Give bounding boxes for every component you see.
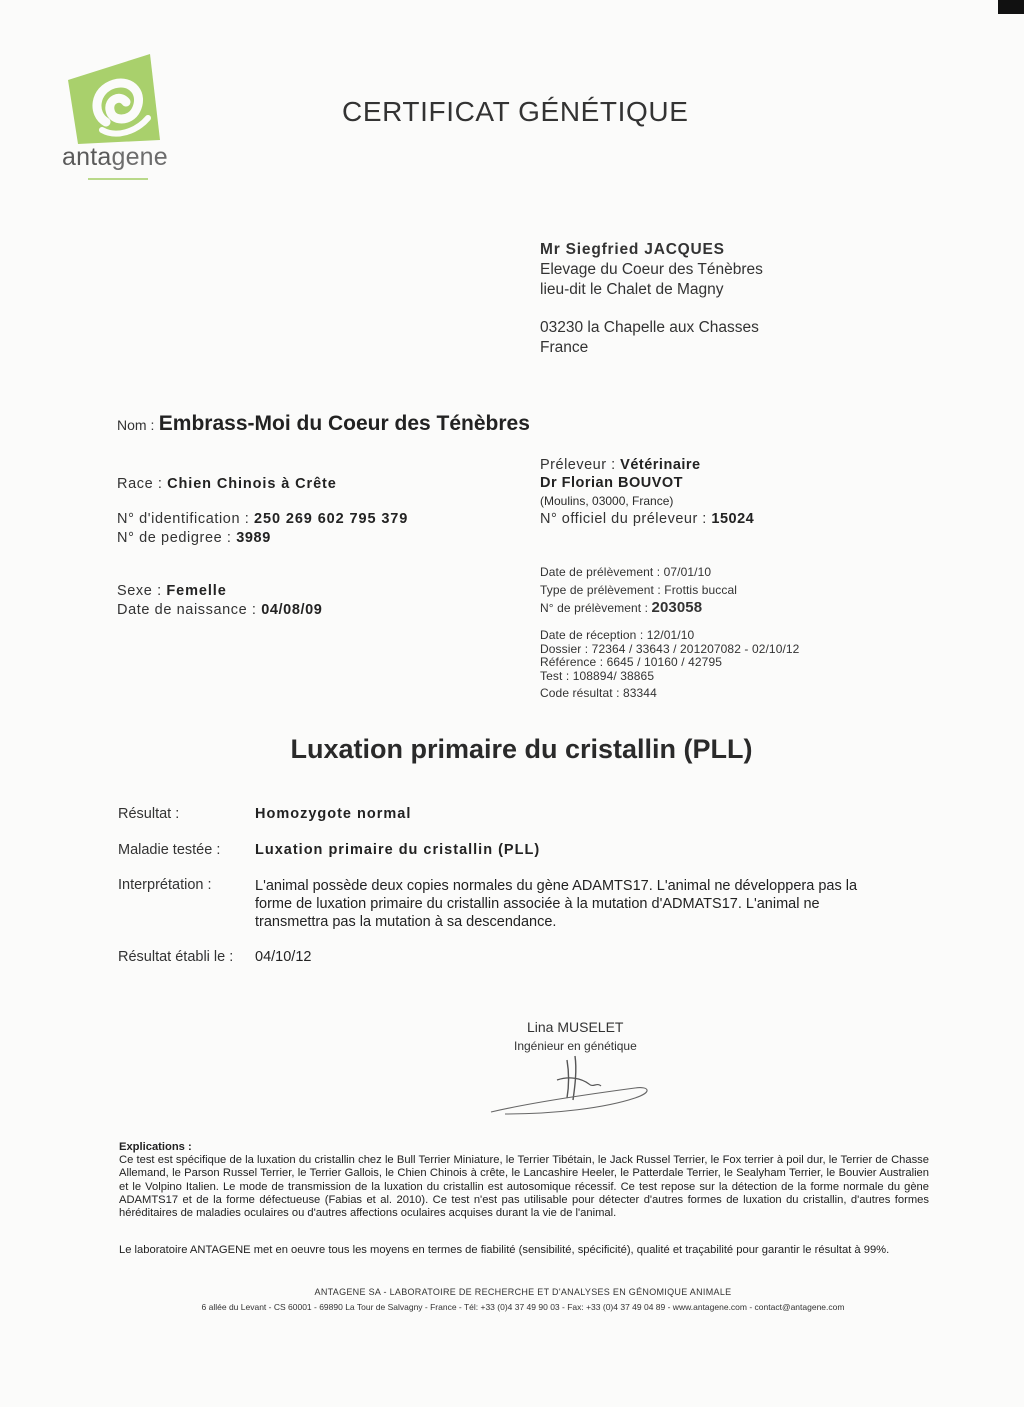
pedigree-row xyxy=(117,530,271,546)
naissance-label: Date de naissance : xyxy=(117,602,257,618)
recipient-line4: France xyxy=(540,339,589,356)
race-row xyxy=(117,476,337,492)
sexe-row xyxy=(117,583,227,599)
sexe-label: Sexe : xyxy=(117,583,162,599)
type-prelevement: Type de prélèvement : Frottis buccal xyxy=(540,582,738,597)
animal-name-row xyxy=(117,412,530,436)
explications-text: Ce test est spécifique de la luxation du cristallin chez le Bull Terrier Miniature, le Terrier Tibétain, le Jack Russel Terrier, le Fox terrier à poil dur, le Terrier de Chasse Allemand, le Parson Russel Terrier, le Terrier Gallois, le Chien Chinois à crête, le Lancashire Heeler, le Patterdale Terrier, le Sealyham Terrier, le Bouvier Australien et le Volpino Italien. Le mode de transmission de la luxation du cristallin est autosomique récessif. Ce test repose sur la détection de la forme normale du gène ADAMTS17 et de la forme défectueuse (Fabias et al. 2010). Ce test n'est pas utilisable pour détecter d'autres formes de luxation du cristallin, d'autres formes héréditaires de maladies oculaires ou d'autres affections oculaires acquises durant la vie de l'animal. xyxy=(119,1154,929,1220)
interpretation-label: Interprétation : xyxy=(118,877,212,893)
resultat-value: Homozygote normal xyxy=(255,806,412,822)
dossier: Dossier : 72364 / 33643 / 201207082 - 02/10/12 xyxy=(540,641,800,656)
test-title: Luxation primaire du cristallin (PLL) xyxy=(290,734,753,764)
signatory-title: Ingénieur en génétique xyxy=(514,1039,637,1053)
signatory-name: Lina MUSELET xyxy=(527,1019,624,1035)
race-value: Chien Chinois à Crête xyxy=(167,476,337,492)
recipient-line1: Elevage du Coeur des Ténèbres xyxy=(540,261,763,278)
nom-label: Nom : xyxy=(117,417,155,433)
race-label: Race : xyxy=(117,476,163,492)
num-prelevement-value: 203058 xyxy=(651,599,703,616)
maladie-label: Maladie testée : xyxy=(118,842,221,858)
naissance-row xyxy=(117,602,322,618)
pedigree-value: 3989 xyxy=(236,530,271,546)
ident-label: N° d'identification : xyxy=(117,511,250,527)
recipient-address xyxy=(540,240,763,358)
antagene-wordmark: antagene xyxy=(62,143,168,171)
recipient-line2: lieu-dit le Chalet de Magny xyxy=(540,281,724,298)
reception-block xyxy=(540,629,799,701)
preleveur-official-label: N° officiel du préleveur : xyxy=(540,511,707,527)
ident-value: 250 269 602 795 379 xyxy=(254,511,409,527)
preleveur-place: (Moulins, 03000, France) xyxy=(540,494,674,508)
certificate-title: CERTIFICAT GÉNÉTIQUE xyxy=(342,96,689,127)
preleveur-type: Vétérinaire xyxy=(620,457,701,473)
sample-block xyxy=(540,566,737,616)
preleveur-official-value: 15024 xyxy=(711,511,755,527)
date-resultat-value: 04/10/12 xyxy=(255,949,312,965)
maladie-value: Luxation primaire du cristallin (PLL) xyxy=(255,842,541,858)
footer-company: ANTAGENE SA - LABORATOIRE DE RECHERCHE ET D'ANALYSES EN GÉNOMIQUE ANIMALE xyxy=(314,1287,732,1297)
code-resultat: Code résultat : 83344 xyxy=(540,686,657,700)
footer-contact: 6 allée du Levant - CS 60001 - 69890 La Tour de Salvagny - France - Tél: +33 (0)4 37 49 90 03 - Fax: +33 (0)4 37 49 04 89 - www.antagene.com - contact@antagene.com xyxy=(201,1302,845,1312)
handwritten-signature xyxy=(485,1052,655,1124)
resultat-label: Résultat : xyxy=(118,806,180,822)
recipient-name: Mr Siegfried JACQUES xyxy=(540,241,725,258)
interpretation-text: L'animal possède deux copies normales du gène ADAMTS17. L'animal ne développera pas la forme de luxation primaire du cristallin associée à la mutation d'ADMATS17. L'animal ne transmettra pas la mutation à sa descendance. xyxy=(255,878,858,930)
preleveur-label: Préleveur : xyxy=(540,457,616,473)
num-prelevement-label: N° de prélèvement : xyxy=(540,601,649,615)
scan-corner-mark xyxy=(998,0,1024,14)
date-reception: Date de réception : 12/01/10 xyxy=(540,628,695,642)
date-resultat-label: Résultat établi le : xyxy=(118,949,234,965)
explications-block xyxy=(119,1141,929,1220)
sexe-value: Femelle xyxy=(166,583,227,599)
pedigree-label: N° de pedigree : xyxy=(117,530,232,546)
naissance-value: 04/08/09 xyxy=(261,602,323,618)
lab-guarantee-text: Le laboratoire ANTAGENE met en oeuvre tous les moyens en termes de fiabilité (sensibilité, spécificité), qualité et traçabilité pour garantir le résultat à 99%. xyxy=(119,1244,890,1256)
recipient-line3: 03230 la Chapelle aux Chasses xyxy=(540,319,759,336)
animal-name: Embrass-Moi du Coeur des Ténèbres xyxy=(158,412,530,435)
logo-underline xyxy=(88,178,148,180)
reference: Référence : 6645 / 10160 / 42795 xyxy=(540,655,723,669)
preleveur-block xyxy=(540,456,754,528)
preleveur-name: Dr Florian BOUVOT xyxy=(540,475,684,491)
explications-heading: Explications : xyxy=(119,1141,192,1153)
date-prelevement: Date de prélèvement : 07/01/10 xyxy=(540,565,712,579)
ident-row xyxy=(117,511,408,527)
test-number: Test : 108894/ 38865 xyxy=(540,668,655,683)
